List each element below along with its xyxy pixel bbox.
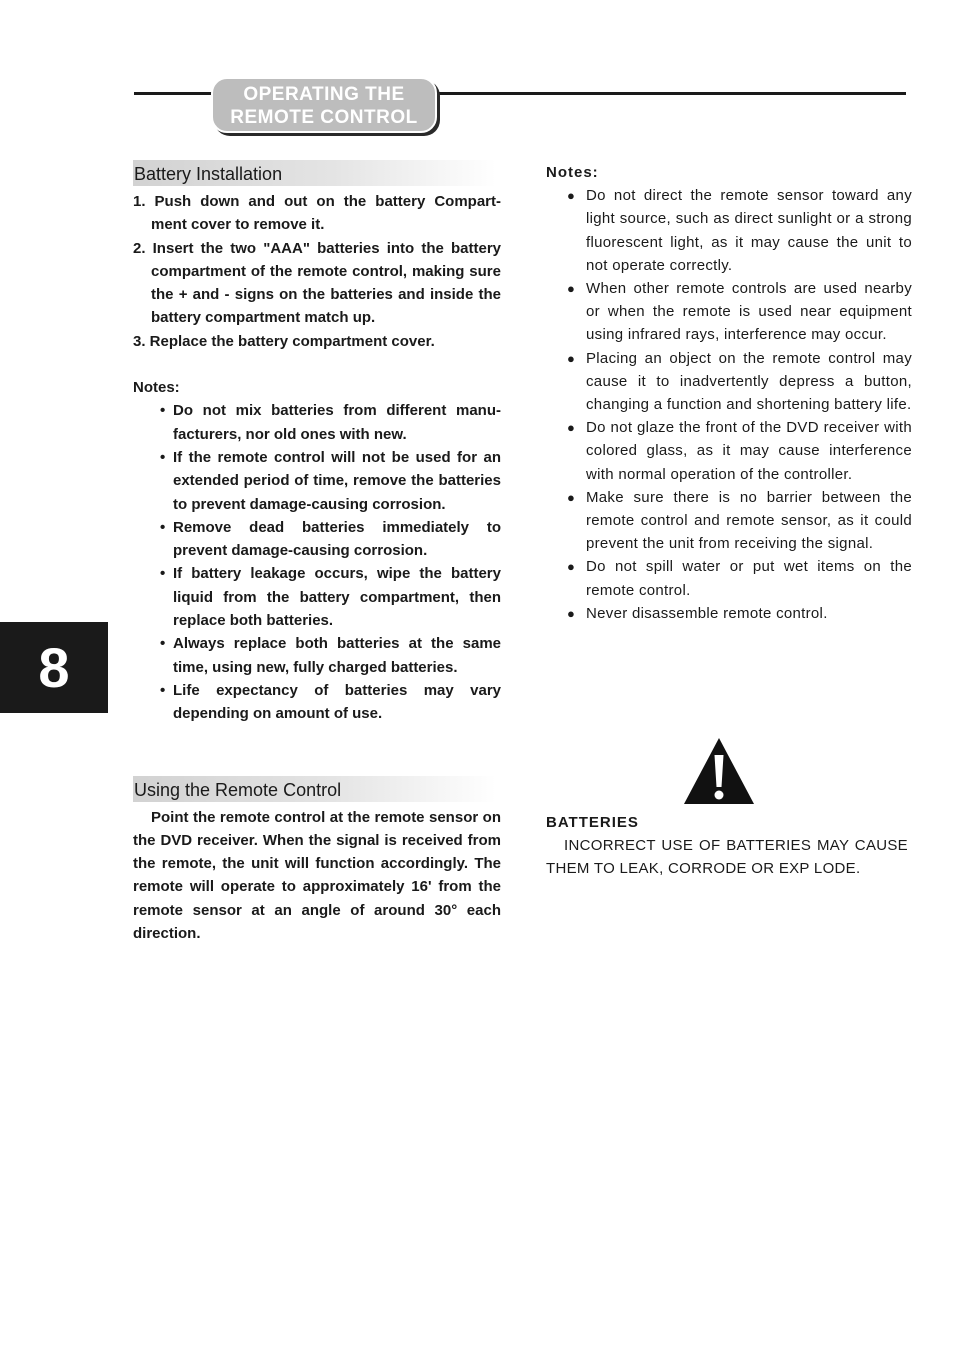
bullet-icon: ● xyxy=(567,489,576,505)
battery-note: • Always replace both batteries at the same time, using new, fully charged batteries. xyxy=(160,632,501,679)
bullet-icon: • xyxy=(160,448,166,466)
bullet-icon: ● xyxy=(567,281,576,297)
page-number-tab: 8 xyxy=(0,622,108,713)
header-line-2: REMOTE CONTROL xyxy=(230,107,418,128)
batteries-warning-body: INCORRECT USE OF BATTERIES MAY CAUSE THEM TO LEAK, CORRODE OR EXP LODE. xyxy=(546,837,908,878)
battery-note: • Do not mix batteries from different manu- facturers, nor old ones with new. xyxy=(160,399,501,446)
right-column xyxy=(546,161,912,625)
left-column xyxy=(133,160,501,945)
install-step-1: 1. Push down and out on the battery Compart- ment cover to remove it. xyxy=(133,193,501,234)
remote-notes-list xyxy=(567,184,912,625)
battery-installation-heading: Battery Installation xyxy=(133,160,496,186)
battery-note: • Remove dead batteries immediately to prevent damage-causing corrosion. xyxy=(160,516,501,563)
bullet-icon: ● xyxy=(567,350,576,366)
battery-note: • If battery leakage occurs, wipe the battery liquid from the battery compartment, then replace both batteries. xyxy=(160,562,501,632)
remote-note: ● Placing an object on the remote control may cause it to inadvertently depress a button, changing a function and shortening battery life. xyxy=(567,347,912,417)
section-header-tab xyxy=(211,77,437,133)
header-rule-right xyxy=(432,92,906,95)
batteries-warning xyxy=(546,811,908,881)
remote-note: ● When other remote controls are used nearby or when the remote is used near equipment using infrared rays, interference may occur. xyxy=(567,277,912,347)
bullet-icon: • xyxy=(160,402,166,420)
bullet-icon: ● xyxy=(567,420,576,436)
remote-note: ● Never disassemble remote control. xyxy=(567,602,912,625)
bullet-icon: • xyxy=(160,681,166,699)
install-step-3: 3. Replace the battery compartment cover. xyxy=(133,332,435,350)
battery-notes-list xyxy=(160,399,501,725)
bullet-icon: ● xyxy=(567,605,576,621)
header-rule-left xyxy=(134,92,218,95)
warning-triangle-icon xyxy=(683,737,755,805)
bullet-icon: • xyxy=(160,635,166,653)
remote-note: ● Make sure there is no barrier between the remote control and remote sensor, as it could prevent the unit from receiving the signal. xyxy=(567,486,912,556)
using-remote-body: Point the remote control at the remote sensor on the DVD receiver. When the signal is received from the remote, the unit will function accordingly. The remote will operate to approximately 16' from the remote sensor at an angle of around 30° each direction. xyxy=(133,808,501,943)
battery-notes-label: Notes: xyxy=(133,379,180,397)
batteries-warning-title: BATTERIES xyxy=(546,814,639,831)
using-remote-heading: Using the Remote Control xyxy=(133,776,496,802)
remote-note: ● Do not direct the remote sensor toward any light source, such as direct sunlight or a strong fluorescent light, as it may cause the unit to not operate correctly. xyxy=(567,184,912,277)
header-line-1: OPERATING THE xyxy=(243,84,405,105)
battery-note: • Life expectancy of batteries may vary depending on amount of use. xyxy=(160,679,501,726)
remote-note: ● Do not glaze the front of the DVD receiver with colored glass, as it may cause interference with normal operation of the controller. xyxy=(567,416,912,486)
battery-note: • If the remote control will not be used for an extended period of time, remove the batteries to prevent damage-causing corrosion. xyxy=(160,446,501,516)
bullet-icon: ● xyxy=(567,559,576,575)
install-step-2: 2. Insert the two "AAA" batteries into the battery compartment of the remote control, making sure the + and - signs on the batteries and inside the battery compartment match up. xyxy=(133,239,501,327)
remote-note: ● Do not spill water or put wet items on the remote control. xyxy=(567,555,912,601)
remote-notes-label: Notes: xyxy=(546,164,599,181)
bullet-icon: • xyxy=(160,565,166,583)
bullet-icon: ● xyxy=(567,188,576,204)
bullet-icon: • xyxy=(160,518,166,536)
